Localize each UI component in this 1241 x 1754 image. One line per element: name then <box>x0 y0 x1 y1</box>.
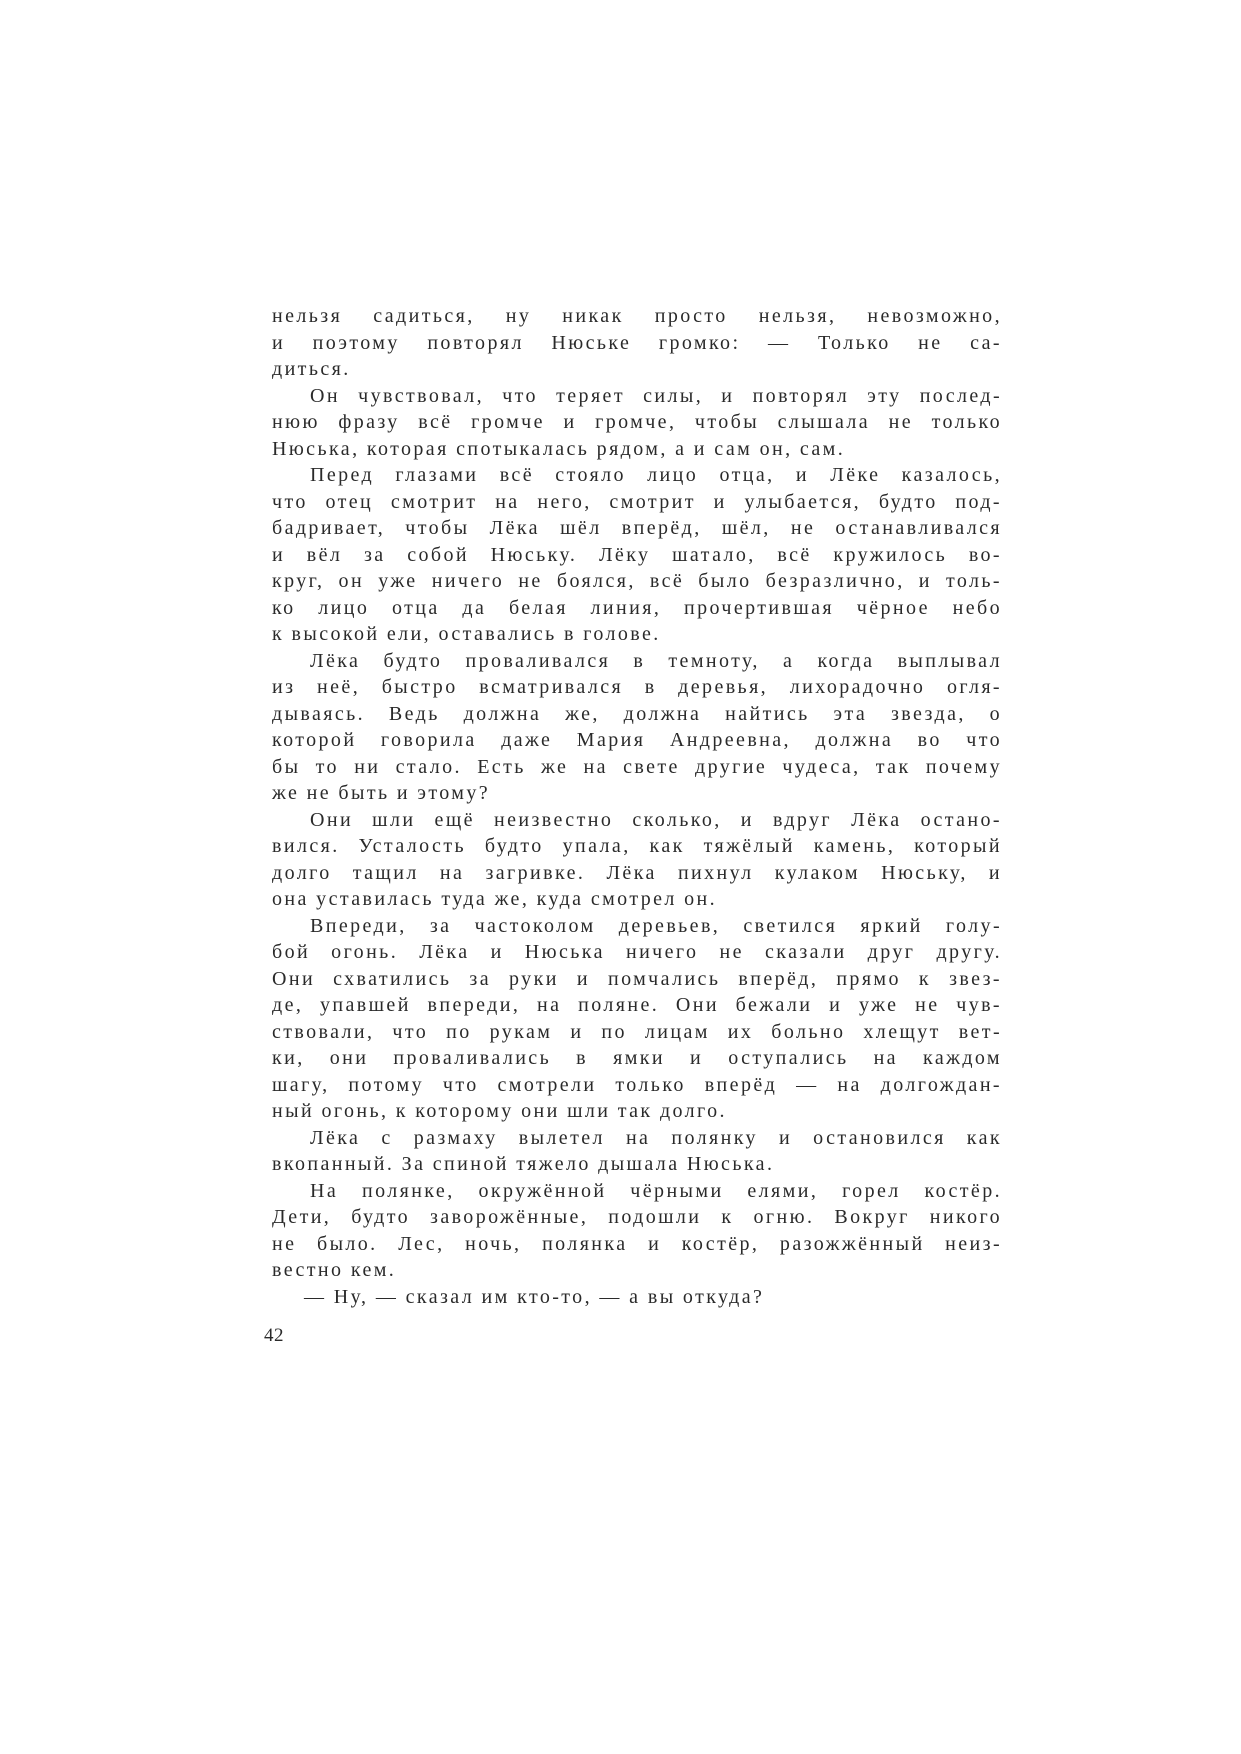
text-line: На полянке, окружённой чёрными елями, горел костёр. <box>310 1179 1002 1202</box>
page-number: 42 <box>264 1325 284 1346</box>
text-line: ный огонь, к которому они шли так долго. <box>272 1100 727 1122</box>
text-line: Они шли ещё неизвестно сколько, и вдруг Лёка остано- <box>310 808 1002 831</box>
text-line: Нюська, которая спотыкалась рядом, а и сам он, сам. <box>272 437 846 460</box>
text-line: не было. Лес, ночь, полянка и костёр, разожжённый неиз- <box>272 1232 1002 1255</box>
text-line: вестно кем. <box>272 1259 397 1281</box>
text-line: Он чувствовал, что теряет силы, и повторял эту послед- <box>310 384 1002 407</box>
text-line: диться. <box>272 358 351 380</box>
text-line: Лёка с размаху вылетел на полянку и остановился как <box>310 1126 1002 1149</box>
text-line: бадривает, чтобы Лёка шёл вперёд, шёл, не останавливался <box>272 517 1002 539</box>
text-line: к высокой ели, оставались в голове. <box>272 623 661 645</box>
text-line: и поэтому повторял Нюське громко: — Только не са- <box>272 331 1002 354</box>
text-line: — Ну, — сказал им кто-то, — а вы откуда? <box>304 1285 765 1308</box>
text-line: она уставилась туда же, куда смотрел он. <box>272 888 718 910</box>
text-line: де, упавшей впереди, на поляне. Они бежали и уже не чув- <box>272 994 1002 1016</box>
text-line: вился. Усталость будто упала, как тяжёлый камень, который <box>272 835 1002 857</box>
text-line: же не быть и этому? <box>272 782 491 804</box>
text-line: шагу, потому что смотрели только вперёд — на долгождан- <box>272 1073 1002 1096</box>
text-line: бой огонь. Лёка и Нюська ничего не сказали друг другу. <box>272 941 1002 963</box>
text-line: нельзя садиться, ну никак просто нельзя, невозможно, <box>272 305 1002 327</box>
text-line: Перед глазами всё стояло лицо отца, и Лёке казалось, <box>310 464 1002 486</box>
text-line: дываясь. Ведь должна же, должна найтись эта звезда, о <box>272 702 1002 725</box>
body-text <box>272 303 1002 1310</box>
text-line: ствовали, что по рукам и по лицам их больно хлещут вет- <box>272 1020 1002 1043</box>
text-line: бы то ни стало. Есть же на свете другие чудеса, так почему <box>272 755 1002 778</box>
text-line: круг, он уже ничего не боялся, всё было безразлично, и толь- <box>272 570 1002 592</box>
text-line: Лёка будто проваливался в темноту, а когда выплывал <box>310 649 1002 672</box>
text-line: ко лицо отца да белая линия, прочертившая чёрное небо <box>272 596 1002 619</box>
text-line: Они схватились за руки и помчались вперёд, прямо к звез- <box>272 967 1002 990</box>
text-line: долго тащил на загривке. Лёка пихнул кулаком Нюську, и <box>272 861 1002 884</box>
text-line: Дети, будто заворожённые, подошли к огню. Вокруг никого <box>272 1206 1002 1228</box>
text-line: из неё, быстро всматривался в деревья, лихорадочно огля- <box>272 676 1002 698</box>
text-line: ки, они проваливались в ямки и оступались на каждом <box>272 1047 1002 1069</box>
text-line: и вёл за собой Нюську. Лёку шатало, всё кружилось во- <box>272 543 1002 566</box>
text-line: что отец смотрит на него, смотрит и улыбается, будто под- <box>272 490 1002 513</box>
text-line: Впереди, за частоколом деревьев, светился яркий голу- <box>310 914 1002 937</box>
text-line: вкопанный. За спиной тяжело дышала Нюська. <box>272 1153 775 1175</box>
text-line: нюю фразу всё громче и громче, чтобы слышала не только <box>272 411 1002 433</box>
text-line: которой говорила даже Мария Андреевна, должна во что <box>272 729 1002 751</box>
